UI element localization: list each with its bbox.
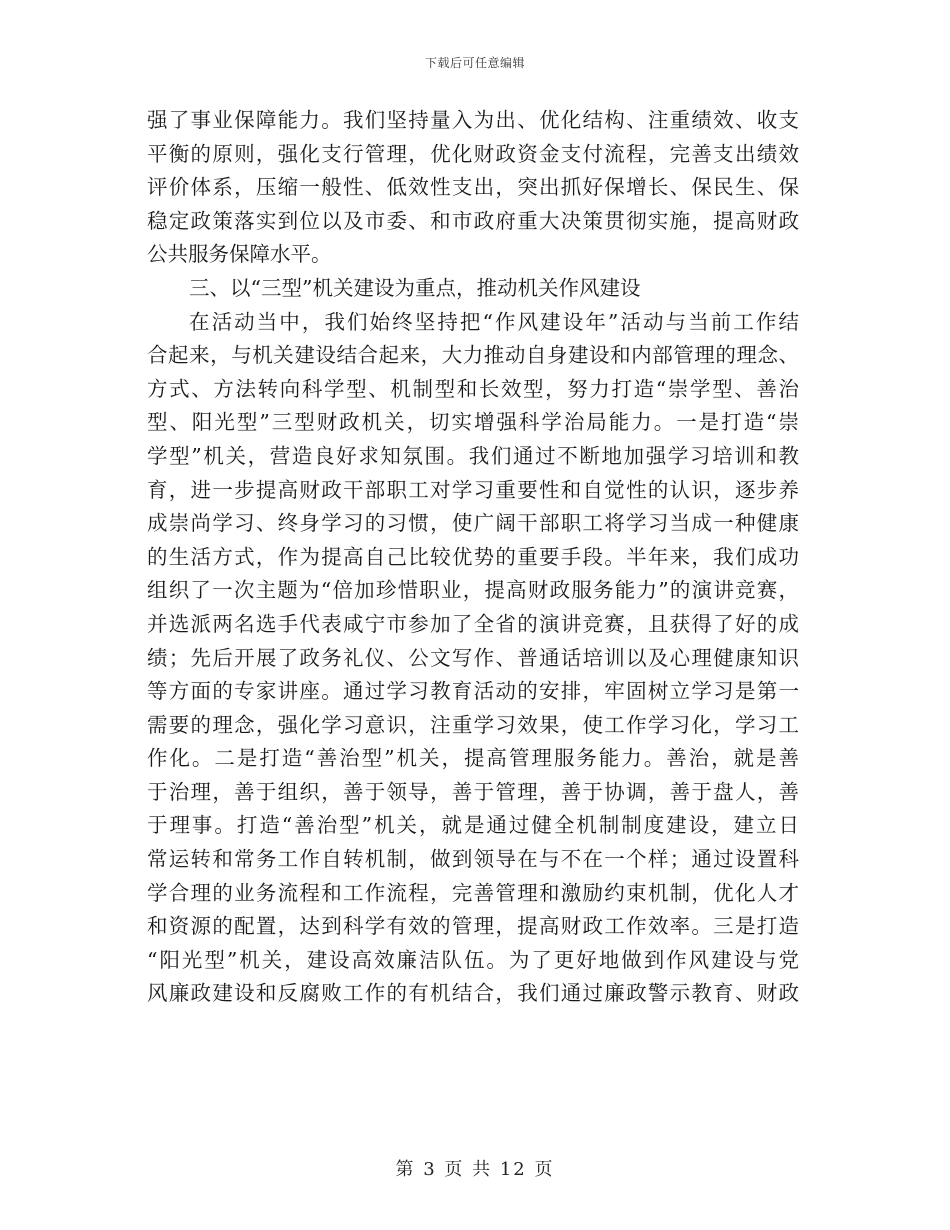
document-body [147,104,799,1011]
text-line: 学型”机关，营造良好求知氛围。我们通过不断地加强学习培训和教 [147,443,799,468]
text-line: 评价体系，压缩一般性、低效性支出，突出抓好保增长、保民生、保 [147,175,799,200]
text-line: 于理事。打造“善治型”机关，就是通过健全机制制度建设，建立日 [147,813,799,838]
text-line: 合起来，与机关建设结合起来，大力推动自身建设和内部管理的理念、 [147,343,799,368]
text-line: 等方面的专家讲座。通过学习教育活动的安排，牢固树立学习是第一 [147,679,799,704]
text-line: 平衡的原则，强化支行管理，优化财政资金支付流程，完善支出绩效 [147,141,799,166]
text-line: 组织了一次主题为“倍加珍惜职业，提高财政服务能力”的演讲竞赛， [147,578,799,603]
text-line: 稳定政策落实到位以及市委、和市政府重大决策贯彻实施，提高财政 [147,208,799,233]
text-line: 育，进一步提高财政干部职工对学习重要性和自觉性的认识，逐步养 [147,477,799,502]
section-heading: 三、以“三型”机关建设为重点，推动机关作风建设 [189,275,641,300]
text-line: 型、阳光型”三型财政机关，切实增强科学治局能力。一是打造“崇 [147,410,799,435]
text-line: 成崇尚学习、终身学习的习惯，使广阔干部职工将学习当成一种健康 [147,511,799,536]
text-line: 风廉政建设和反腐败工作的有机结合，我们通过廉政警示教育、财政 [147,981,799,1006]
text-line: 和资源的配置，达到科学有效的管理，提高财政工作效率。三是打造 [147,914,799,939]
text-line: 的生活方式，作为提高自己比较优势的重要手段。半年来，我们成功 [147,544,799,569]
text-line: 强了事业保障能力。我们坚持量入为出、优化结构、注重绩效、收支 [147,108,799,132]
text-line: 需要的理念，强化学习意识，注重学习效果，使工作学习化，学习工 [147,712,799,737]
page-header: 下载后可任意编辑 [424,56,525,70]
text-line: 在活动当中，我们始终坚持把“作风建设年”活动与当前工作结 [189,309,799,334]
text-line: 方式、方法转向科学型、机制型和长效型，努力打造“崇学型、善治 [147,376,799,401]
text-line: 于治理，善于组织，善于领导，善于管理，善于协调，善于盘人，善 [147,779,799,804]
page-footer: 第 3 页 共 12 页 [395,1159,555,1180]
text-line: 常运转和常务工作自转机制，做到领导在与不在一个样；通过设置科 [147,847,799,872]
text-line: 作化。二是打造“善治型”机关，提高管理服务能力。善治，就是善 [147,746,799,771]
text-line: 并选派两名选手代表咸宁市参加了全省的演讲竞赛，且获得了好的成 [147,611,799,636]
text-line: “阳光型”机关，建设高效廉洁队伍。为了更好地做到作风建设与党 [147,947,799,972]
text-line: 公共服务保障水平。 [147,242,332,267]
text-line: 绩；先后开展了政务礼仪、公文写作、普通话培训以及心理健康知识 [147,645,799,670]
text-line: 学合理的业务流程和工作流程，完善管理和激励约束机制，优化人才 [147,880,799,905]
